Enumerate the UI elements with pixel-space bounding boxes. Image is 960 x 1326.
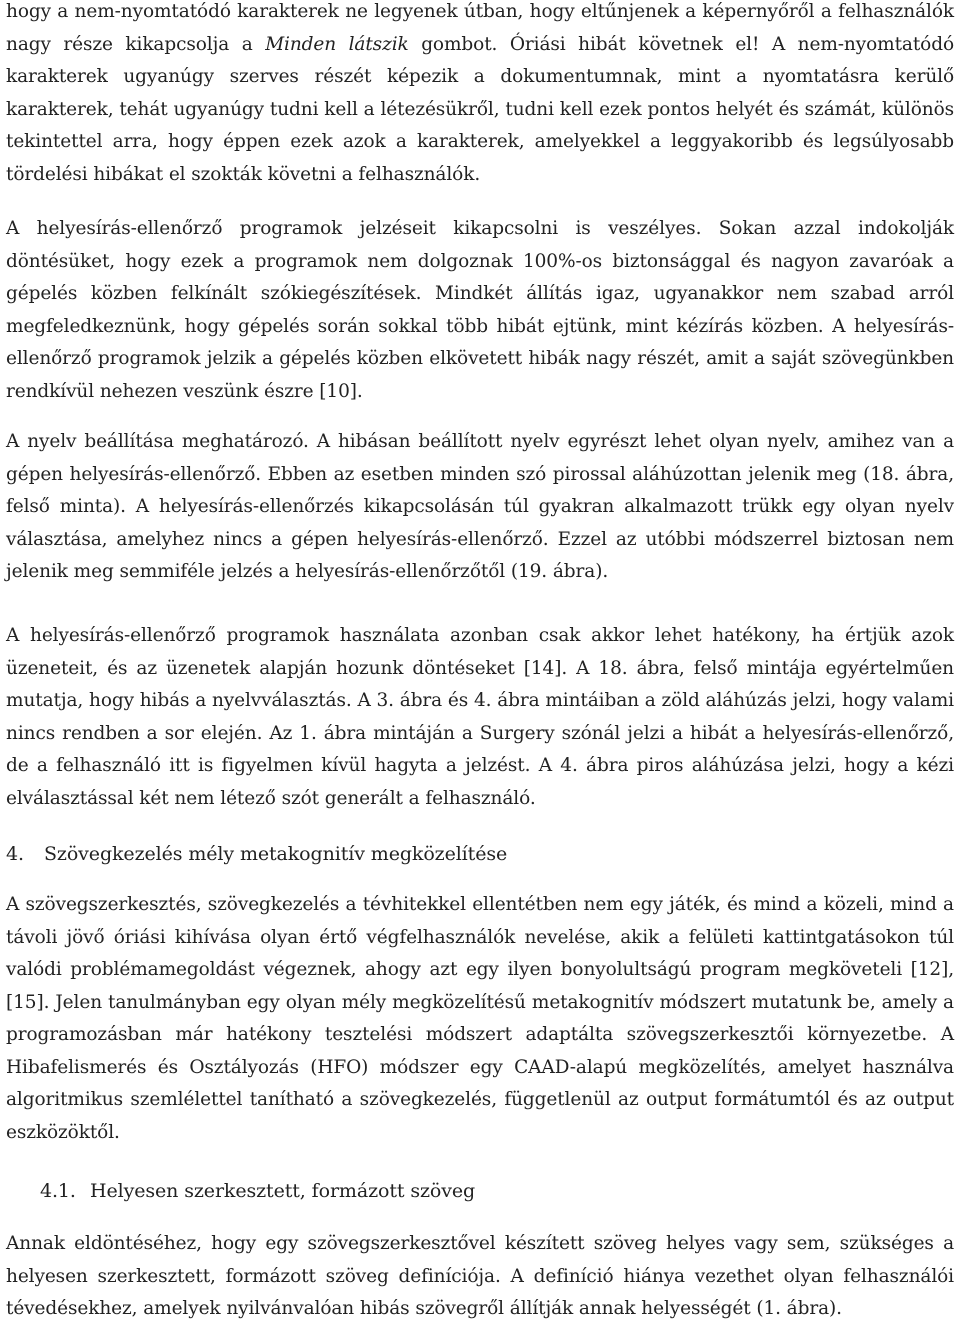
paragraph-language-setting: A nyelv beállítása meghatározó. A hibásan beállított nyelv egyrészt lehet olyan nyelv, amihez van a gépen helyesírás-ellenőrző. Ebben az esetben minden szó pirossal aláhúzottan jelenik meg (18. ábra, felső minta). A helyesírás-ellenőrzés kikapcsolásán túl gyakran alkalmazott trükk egy olyan nyelv választása, amelyhez nincs a gépen helyesírás-ellenőrző. Ezzel az utóbbi módszerrel biztosan nem jelenik meg semmiféle jelzés a helyesírás-ellenőrzőtől (19. ábra). <box>6 431 954 582</box>
paragraph-spellcheck-warning: A helyesírás-ellenőrző programok jelzéseit kikapcsolni is veszélyes. Sokan azzal indokolják döntésüket, hogy ezek a programok nem dolgoznak 100%-os biztonsággal és nagyon zavaróak a gépelés közben felkínált szókiegészítések. Mindkét állítás igaz, ugyanakkor nem szabad arról megfeledkeznünk, hogy gépelés során sokkal több hibát ejtünk, mint kézírás közben. A helyesírás-ellenőrző programok jelzik a gépelés közben elkövetett hibák nagy részét, amit a saját szövegünkben rendkívül nehezen veszünk észre [10]. <box>6 218 954 402</box>
subsection-number: 4.1. <box>40 1180 76 1202</box>
section-heading-4 <box>6 838 507 870</box>
ui-label-show-all: Minden látszik <box>265 33 409 55</box>
subsection-heading-4-1 <box>40 1175 475 1207</box>
section-title: Szövegkezelés mély metakognitív megközelítése <box>44 843 508 865</box>
paragraph-spellcheck-usage: A helyesírás-ellenőrző programok használata azonban csak akkor lehet hatékony, ha értjük azok üzeneteit, és az üzenetek alapján hozunk döntéseket [14]. A 18. ábra, felső mintája egyértelműen mutatja, hogy hibás a nyelvválasztás. A 3. ábra és 4. ábra mintáiban a zöld aláhúzás jelzi, hogy valami nincs rendben a sor elején. Az 1. ábra mintáján a Surgery szónál jelzi a hibát a helyesírás-ellenőrző, de a felhasználó itt is figyelmen kívül hagyta a jelzést. A 4. ábra piros aláhúzása jelzi, hogy a kézi elválasztással két nem létező szót generált a felhasználó. <box>6 625 954 809</box>
paragraph-nonprinting-characters: hogy a nem-nyomtatódó karakterek ne legyenek útban, hogy eltűnjenek a képernyőről a felhasználók nagy része kikapcsolja a Minden látszik gombot. Óriási hibát követnek el! A nem-nyomtatódó karakterek ugyanúgy szerves részét képezik a dokumentumnak, mint a nyomtatásra kerülő karakterek, tehát ugyanúgy tudni kell a létezésükről, tudni kell ezek pontos helyét és számát, különös tekintettel arra, hogy éppen ezek azok a karakterek, amelyekkel a leggyakoribb és legsúlyosabb tördelési hibákat el szokták követni a felhasználók. <box>6 1 954 185</box>
paragraph-definition: Annak eldöntéséhez, hogy egy szövegszerkesztővel készített szöveg helyes vagy sem, szükséges a helyesen szerkesztett, formázott szöveg definíciója. A definíció hiánya vezethet olyan felhasználói tévedésekhez, amelyek nyilvánvalóan hibás szövegről állítják annak helyességét (1. ábra). <box>6 1233 954 1319</box>
section-number: 4. <box>6 843 24 865</box>
paragraph-metacognitive-approach: A szövegszerkesztés, szövegkezelés a tévhitekkel ellentétben nem egy játék, és mind a közeli, mind a távoli jövő óriási kihívása olyan értő végfelhasználók nevelése, akik a felületi kattintgatásokon túl valódi problémamegoldást végeznek, ahogy azt egy ilyen bonyolultságú program megköveteli [12], [15]. Jelen tanulmányban egy olyan mély megközelítésű metakognitív módszert mutatunk be, amely a programozásban már hatékony tesztelési módszert adaptálta szövegszerkesztői környezetbe. A Hibafelismerés és Osztályozás (HFO) módszer egy CAAD-alapú megközelítés, amelyet használva algoritmikus szemlélettel tanítható a szövegkezelés, függetlenül az output formátumtól és az output eszközöktől. <box>6 894 954 1143</box>
subsection-title: Helyesen szerkesztett, formázott szöveg <box>90 1180 476 1202</box>
